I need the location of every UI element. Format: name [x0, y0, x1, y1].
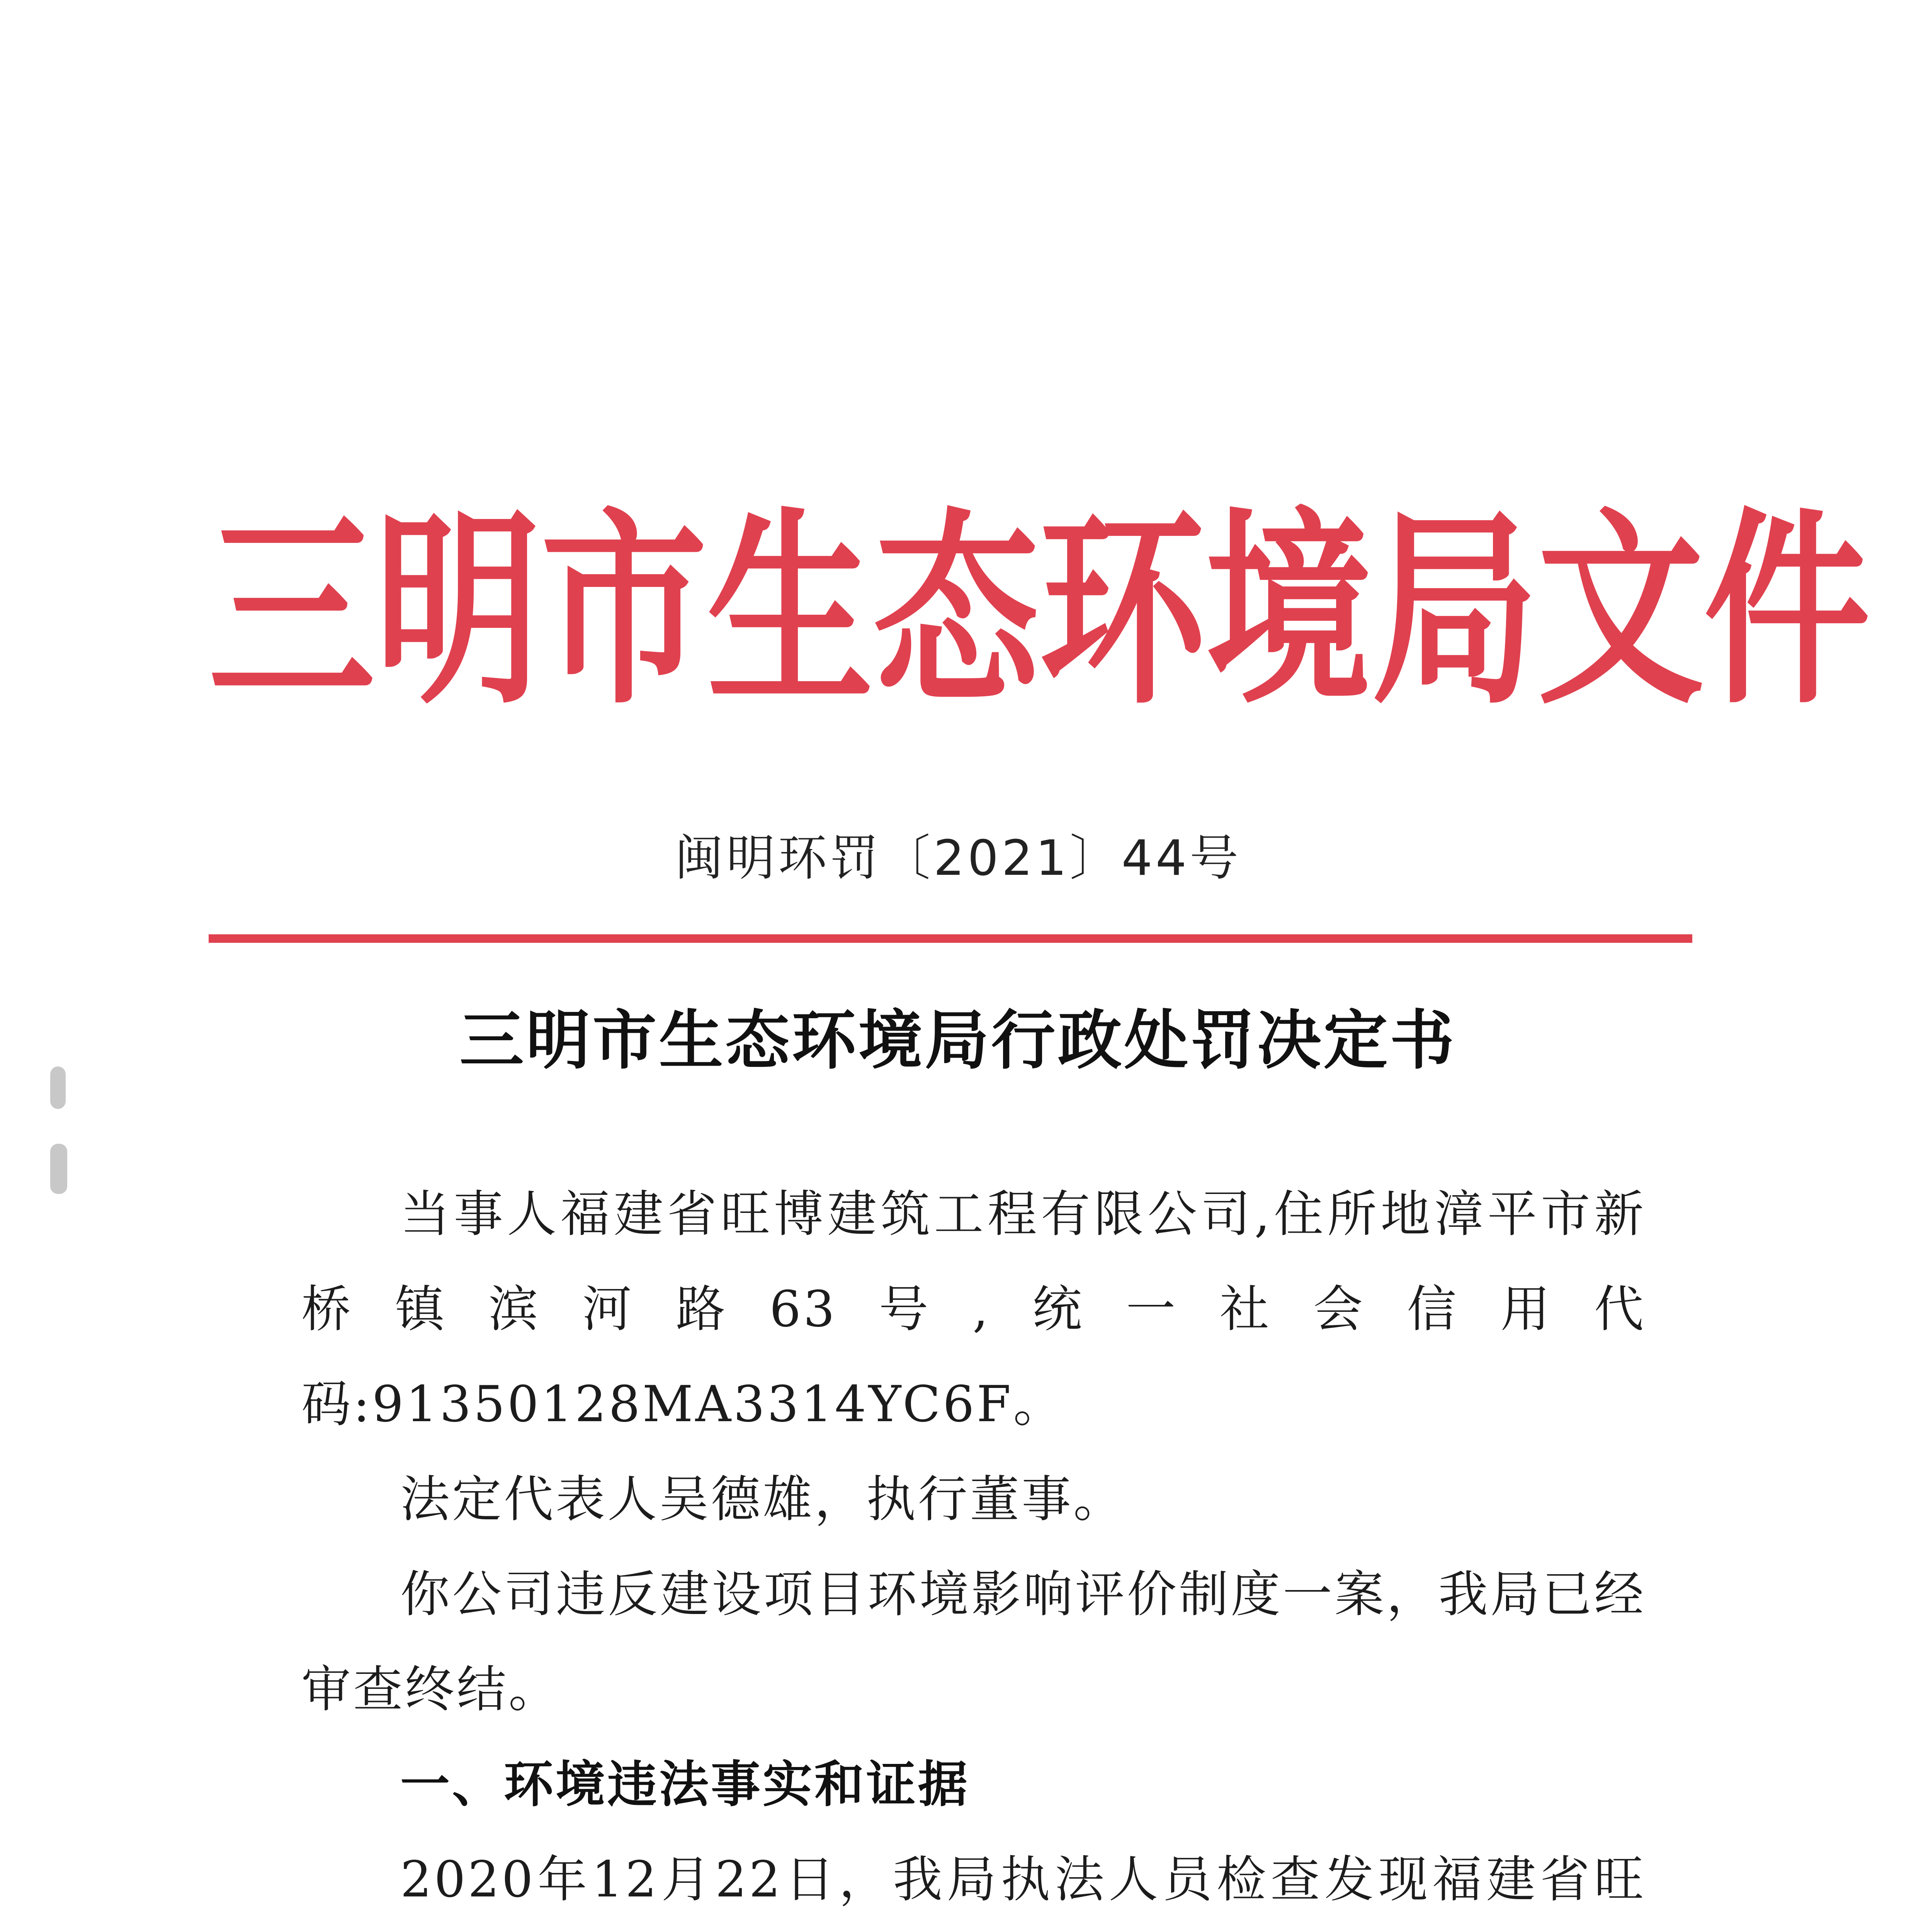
masthead	[209, 475, 1870, 746]
decision-title: 三明市生态环境局行政处罚决定书	[459, 1003, 1457, 1078]
masthead-char: 环	[1039, 488, 1205, 732]
body-text	[301, 1167, 1646, 1932]
masthead-char: 局	[1372, 488, 1538, 732]
paragraph-party: 当事人福建省旺博建筑工程有限公司,住所地漳平市新桥镇滨河路63号,统一社会信用代码:91350128MA3314YC6F。	[301, 1185, 1646, 1433]
scan-mark	[50, 1066, 66, 1109]
scan-mark	[50, 1144, 67, 1194]
masthead-char: 态	[873, 488, 1039, 732]
paragraph-case-summary: 你公司违反建设项目环境影响评价制度一案，我局已经审查终结。	[301, 1566, 1646, 1718]
red-divider-line	[209, 934, 1692, 943]
masthead-char: 境	[1205, 488, 1372, 732]
masthead-char: 件	[1704, 488, 1870, 732]
paragraph-facts: 2020年12月22日，我局执法人员检查发现福建省旺	[400, 1851, 1646, 1908]
section-heading: 一、环境违法事实和证据	[400, 1756, 970, 1813]
document-number: 闽明环罚〔2021〕44号	[675, 830, 1241, 886]
masthead-char: 生	[707, 488, 873, 732]
masthead-char: 明	[375, 488, 541, 732]
masthead-char: 文	[1538, 488, 1704, 732]
paragraph-legal-representative: 法定代表人吴德雄，执行董事。	[400, 1471, 1125, 1528]
masthead-char: 三	[209, 488, 375, 732]
masthead-char: 市	[541, 488, 707, 732]
